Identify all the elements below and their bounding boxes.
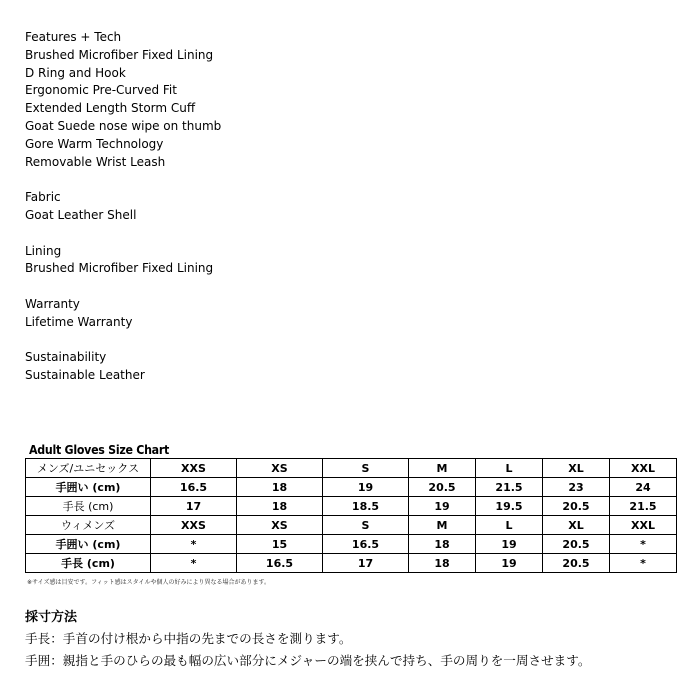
table-cell: 23 xyxy=(543,478,610,497)
feature-item: Extended Length Storm Cuff xyxy=(25,101,196,116)
lining-section xyxy=(25,243,221,279)
warranty-heading: Warranty xyxy=(25,296,80,311)
womens-size-row xyxy=(26,516,677,535)
table-cell: XXL xyxy=(610,516,677,535)
table-cell: S xyxy=(323,516,409,535)
table-cell: * xyxy=(610,554,677,573)
mens-size-row xyxy=(26,459,677,478)
table-cell: 18 xyxy=(409,535,476,554)
row-header: 手囲い (cm) xyxy=(26,535,151,554)
table-cell: 15 xyxy=(237,535,323,554)
table-cell: 16.5 xyxy=(237,554,323,573)
row-header: 手長 (cm) xyxy=(26,554,151,573)
table-cell: 17 xyxy=(151,497,237,516)
table-cell: 19 xyxy=(323,478,409,497)
table-cell: * xyxy=(610,535,677,554)
fabric-heading: Fabric xyxy=(25,190,61,205)
table-cell: M xyxy=(409,459,476,478)
womens-circumference-row xyxy=(26,535,677,554)
table-cell: XL xyxy=(543,516,610,535)
lining-value: Brushed Microfiber Fixed Lining xyxy=(25,261,214,276)
size-chart-table xyxy=(25,458,677,573)
feature-item: Gore Warm Technology xyxy=(25,136,164,151)
table-cell: XL xyxy=(543,459,610,478)
table-cell: 20.5 xyxy=(543,497,610,516)
feature-item: D Ring and Hook xyxy=(25,65,126,80)
table-cell: 18 xyxy=(409,554,476,573)
measurement-circumference-text: 手囲：親指と手のひらの最も幅の広い部分にメジャーの端を挟んで持ち、手の周りを一周させます。 xyxy=(25,653,591,668)
measurement-length-text: 手長：手首の付け根から中指の先までの長さを測ります。 xyxy=(25,631,352,646)
sustainability-value: Sustainable Leather xyxy=(25,368,145,383)
fabric-value: Goat Leather Shell xyxy=(25,207,137,222)
table-cell: 18.5 xyxy=(323,497,409,516)
womens-length-row xyxy=(26,554,677,573)
feature-item: Ergonomic Pre-Curved Fit xyxy=(25,83,177,98)
table-cell: XXS xyxy=(151,516,237,535)
table-cell: XXS xyxy=(151,459,237,478)
table-cell: 17 xyxy=(323,554,409,573)
feature-item: Removable Wrist Leash xyxy=(25,154,166,169)
warranty-value: Lifetime Warranty xyxy=(25,314,133,329)
sustainability-heading: Sustainability xyxy=(25,350,107,365)
table-cell: 24 xyxy=(610,478,677,497)
table-cell: 21.5 xyxy=(610,497,677,516)
table-cell: 20.5 xyxy=(409,478,476,497)
mens-length-row xyxy=(26,497,677,516)
table-cell: 18 xyxy=(237,497,323,516)
lining-heading: Lining xyxy=(25,243,62,258)
table-cell: L xyxy=(476,516,543,535)
table-cell: 20.5 xyxy=(543,535,610,554)
table-cell: 19 xyxy=(476,535,543,554)
sustainability-section xyxy=(25,349,221,385)
table-cell: 19 xyxy=(476,554,543,573)
product-specs xyxy=(25,29,221,403)
table-cell: 20.5 xyxy=(543,554,610,573)
table-cell: * xyxy=(151,554,237,573)
row-header: 手囲い (cm) xyxy=(26,478,151,497)
feature-item: Goat Suede nose wipe on thumb xyxy=(25,118,222,133)
warranty-section xyxy=(25,296,221,332)
table-cell: 19.5 xyxy=(476,497,543,516)
table-cell: XS xyxy=(237,459,323,478)
features-heading: Features + Tech xyxy=(25,30,122,44)
table-cell: 18 xyxy=(237,478,323,497)
table-cell: XXL xyxy=(610,459,677,478)
fabric-section xyxy=(25,189,221,225)
table-cell: 21.5 xyxy=(476,478,543,497)
features-section xyxy=(25,29,221,171)
table-cell: 16.5 xyxy=(151,478,237,497)
mens-circumference-row xyxy=(26,478,677,497)
table-cell: 16.5 xyxy=(323,535,409,554)
size-chart-title: Adult Gloves Size Chart xyxy=(29,443,170,457)
table-cell: 19 xyxy=(409,497,476,516)
measurement-title: 採寸方法 xyxy=(25,610,78,625)
row-header: 手長 (cm) xyxy=(26,497,151,516)
table-cell: XS xyxy=(237,516,323,535)
feature-item: Brushed Microfiber Fixed Lining xyxy=(25,47,214,62)
table-cell: M xyxy=(409,516,476,535)
row-header: ウィメンズ xyxy=(26,516,151,535)
size-chart-note: ※サイズ感は目安です。フィット感はスタイルや個人の好みにより異なる場合があります。 xyxy=(27,579,270,586)
table-cell: S xyxy=(323,459,409,478)
row-header: メンズ/ユニセックス xyxy=(26,459,151,478)
table-cell: * xyxy=(151,535,237,554)
table-cell: L xyxy=(476,459,543,478)
